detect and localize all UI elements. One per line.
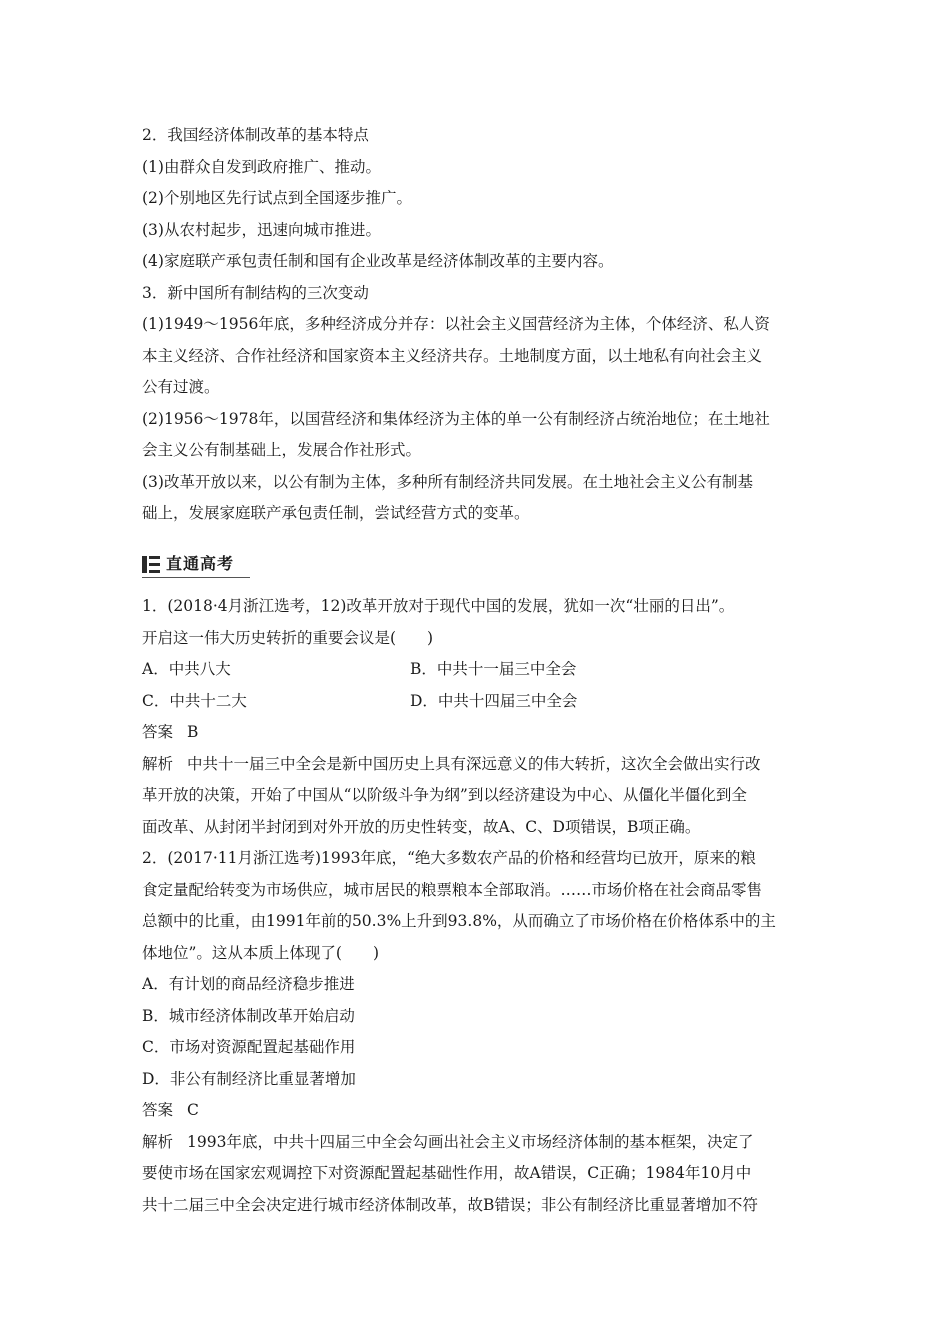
text-line: (3)从农村起步，迅速向城市推进。 — [142, 220, 381, 239]
analysis-text: 要使市场在国家宏观调控下对资源配置起基础性作用，故A错误，C正确；1984年10月中 — [142, 1164, 752, 1182]
section-underline — [142, 577, 250, 578]
text-line: 公有过渡。 — [142, 378, 220, 396]
question-stem: 总额中的比重，由1991年前的50.3%上升到93.8%，从而确立了市场价格在价格体系中的主 — [142, 912, 776, 930]
question-1 — [142, 591, 822, 843]
option-c: C．中共十二大 — [142, 691, 247, 710]
analysis-text: 1993年底，中共十四届三中全会勾画出社会主义市场经济体制的基本框架，决定了 — [187, 1132, 754, 1151]
answer-line — [142, 1095, 822, 1127]
option-d: D．非公有制经济比重显著增加 — [142, 1069, 356, 1088]
text-line: (1)由群众自发到政府推广、推动。 — [142, 157, 381, 176]
analysis-line — [142, 1127, 822, 1159]
text-line: (4)家庭联产承包责任制和国有企业改革是经济体制改革的主要内容。 — [142, 252, 614, 270]
text-line: 本主义经济、合作社经济和国家资本主义经济共存。土地制度方面，以土地私有向社会主义 — [142, 346, 763, 365]
analysis-text: 革开放的决策，开始了中国从“以阶级斗争为纲”到以经济建设为中心、从僵化半僵化到全 — [142, 786, 747, 804]
option-b: B．城市经济体制改革开始启动 — [142, 1006, 355, 1025]
option-c: C．市场对资源配置起基础作用 — [142, 1038, 356, 1056]
option-b: B．中共十一届三中全会 — [410, 660, 577, 678]
top-content — [142, 120, 822, 530]
answer-label: 答案 — [142, 1101, 174, 1119]
text-line: (3)改革开放以来，以公有制为主体，多种所有制经济共同发展。在土地社会主义公有制基 — [142, 472, 753, 491]
text-line: (2)个别地区先行试点到全国逐步推广。 — [142, 189, 412, 207]
heading-ownership-changes: 3．新中国所有制结构的三次变动 — [142, 283, 369, 302]
option-a: A．中共八大 — [142, 660, 231, 678]
text-line: (1)1949～1956年底，多种经济成分并存：以社会主义国营经济为主体，个体经济、私人资 — [142, 315, 770, 333]
question-stem: 2．(2017·11月浙江选考)1993年底，“绝大多数农产品的价格和经营均已放开，原来的粮 — [142, 849, 756, 867]
analysis-text: 共十二届三中全会决定进行城市经济体制改革，故B错误；非公有制经济比重显著增加不符 — [142, 1195, 758, 1214]
section-bars-icon — [142, 556, 160, 573]
analysis-label: 解析 — [142, 1132, 174, 1151]
option-a: A．有计划的商品经济稳步推进 — [142, 975, 355, 993]
section-title: 直通高考 — [166, 554, 235, 573]
answer-line — [142, 717, 822, 749]
question-stem: 1．(2018·4月浙江选考，12)改革开放对于现代中国的发展，犹如一次“壮丽的日出”。 — [142, 597, 735, 615]
text-line: (2)1956～1978年，以国营经济和集体经济为主体的单一公有制经济占统治地位；在土地社 — [142, 409, 770, 428]
analysis-text: 中共十一届三中全会是新中国历史上具有深远意义的伟大转折，这次全会做出实行改 — [187, 754, 761, 773]
analysis-text: 面改革、从封闭半封闭到对外开放的历史性转变，故A、C、D项错误，B项正确。 — [142, 817, 701, 836]
question-stem: 开启这一伟大历史转折的重要会议是( ) — [142, 628, 434, 647]
option-row — [142, 686, 822, 718]
section-header — [142, 551, 250, 579]
answer-value: C — [187, 1101, 199, 1119]
question-2 — [142, 843, 822, 1221]
question-stem: 体地位”。这从本质上体现了( ) — [142, 943, 380, 962]
analysis-line — [142, 749, 822, 781]
text-line: 础上，发展家庭联产承包责任制，尝试经营方式的变革。 — [142, 504, 530, 522]
question-stem: 食定量配给转变为市场供应，城市居民的粮票粮本全部取消。……市场价格在社会商品零售 — [142, 880, 763, 899]
answer-value: B — [187, 723, 199, 741]
answer-label: 答案 — [142, 723, 174, 741]
analysis-label: 解析 — [142, 754, 174, 773]
text-line: 会主义公有制基础上，发展合作社形式。 — [142, 441, 422, 459]
option-row — [142, 654, 822, 686]
heading-reform-features: 2．我国经济体制改革的基本特点 — [142, 126, 369, 144]
option-d: D．中共十四届三中全会 — [410, 691, 578, 710]
